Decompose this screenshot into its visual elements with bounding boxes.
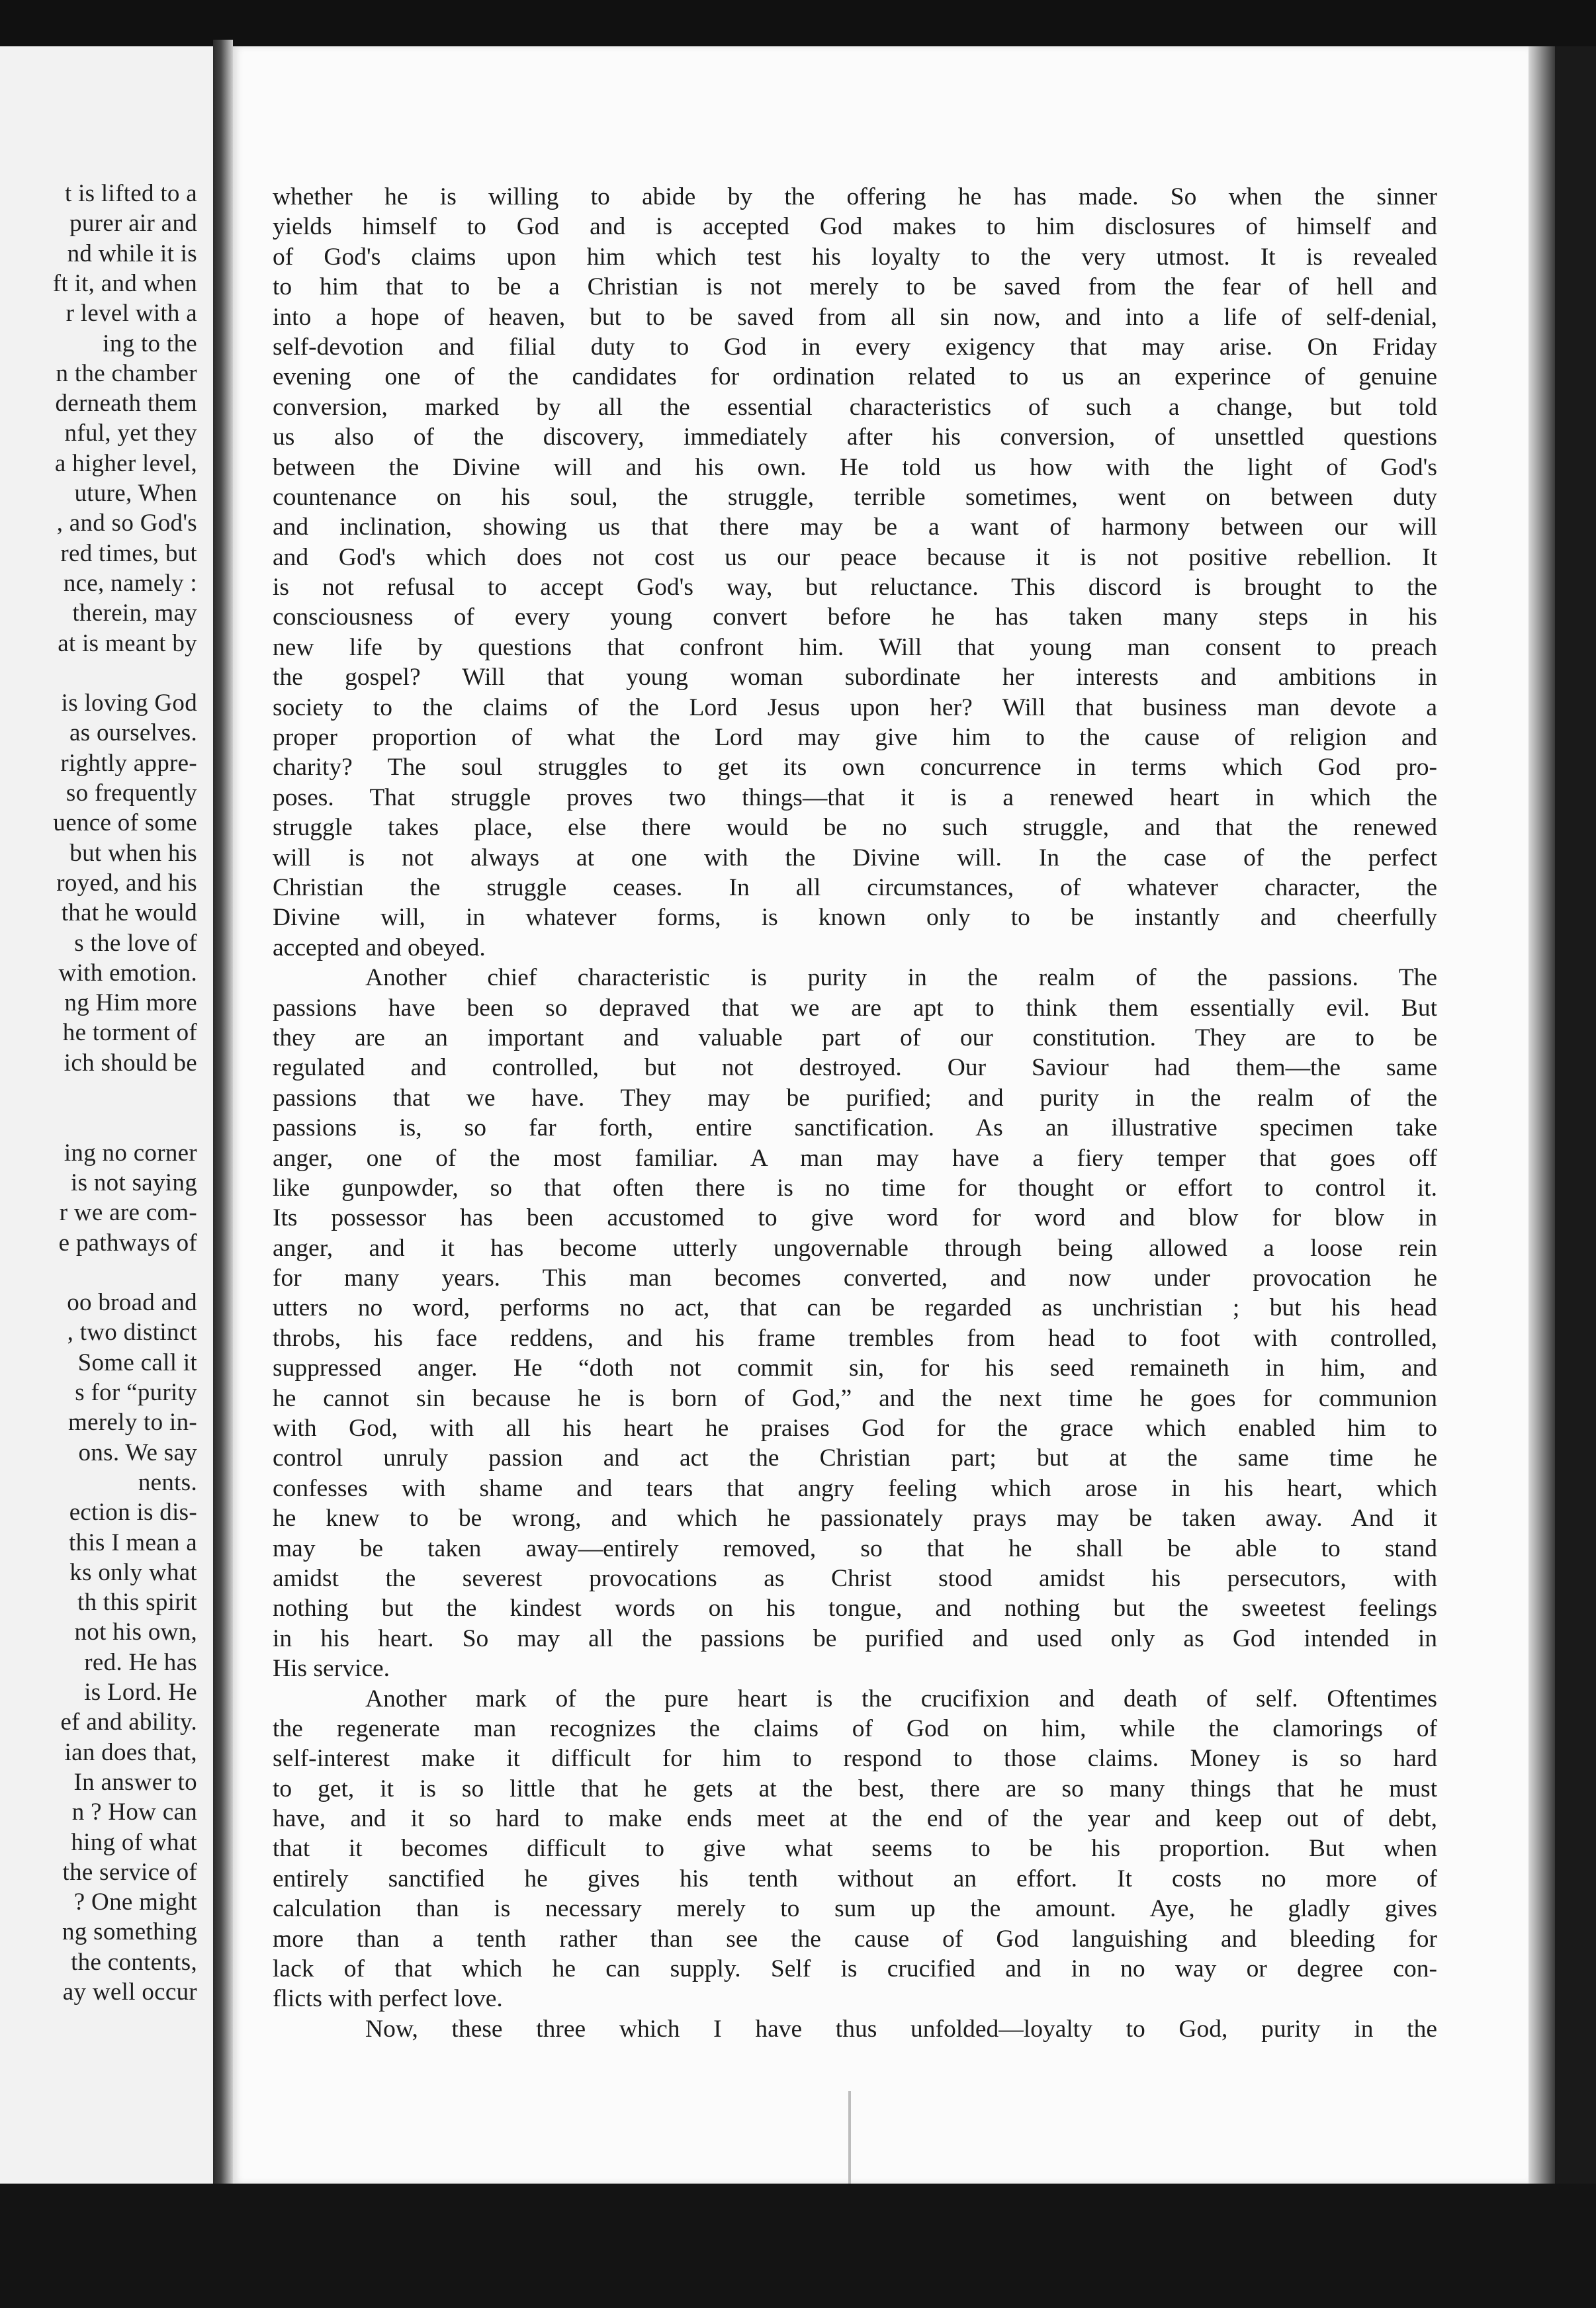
text-line: flicts with perfect love.: [273, 1985, 503, 2013]
left-page-line: ich should be: [64, 1049, 197, 1077]
text-line: with God, with all his heart he praises God for the grace which enabled him to: [273, 1415, 1437, 1442]
article-body: [273, 182, 1437, 2044]
text-line: His service.: [273, 1655, 390, 1683]
left-page-line: n ? How can: [71, 1798, 197, 1826]
text-line: may be taken away—entirely removed, so that he shall be able to stand: [273, 1534, 1437, 1562]
text-line: anger, one of the most familiar. A man may have a fiery temper that goes off: [273, 1144, 1437, 1172]
left-page-line: Some call it: [77, 1349, 197, 1376]
left-page-line: ng Him more: [64, 989, 197, 1017]
text-line: is not refusal to accept God's way, but reluctance. This discord is brought to the: [273, 574, 1437, 601]
left-page-line: purer air and: [69, 210, 197, 238]
text-line: us also of the discovery, immediately after his conversion, of unsettled questions: [273, 423, 1437, 451]
left-page-line: red. He has: [84, 1648, 197, 1676]
left-page-line: nd while it is: [67, 240, 197, 267]
left-page-line: therein, may: [72, 599, 197, 627]
left-page-line: r level with a: [66, 300, 197, 328]
text-line: that it becomes difficult to give what seems to be his proportion. But when: [273, 1835, 1437, 1863]
text-line: confesses with shame and tears that angry feeling which arose in his heart, which: [273, 1474, 1437, 1502]
text-line: Christian the struggle ceases. In all circumstances, of whatever character, the: [273, 873, 1437, 901]
text-line: conversion, marked by all the essential characteristics of such a change, but told: [273, 393, 1437, 421]
text-line: like gunpowder, so that often there is no time for thought or effort to control it.: [273, 1174, 1437, 1202]
text-line: throbs, his face reddens, and his frame trembles from head to foot with controlled,: [273, 1324, 1437, 1352]
text-line: between the Divine will and his own. He told us how with the light of God's: [273, 453, 1437, 481]
left-page-line: with emotion.: [58, 959, 197, 987]
left-page-line: ? One might: [73, 1888, 197, 1916]
text-line: Its possessor has been accustomed to give word for word and blow for blow in: [273, 1204, 1437, 1232]
text-line: calculation than is necessary merely to sum up the amount. Aye, he gladly gives: [273, 1895, 1437, 1923]
left-page-line: merely to in-: [67, 1409, 197, 1437]
left-page-line: rightly appre-: [60, 749, 197, 777]
page-edge: [1529, 46, 1555, 2184]
left-page-line: nful, yet they: [64, 420, 197, 447]
text-line: they are an important and valuable part of our constitution. They are to be: [273, 1024, 1437, 1051]
text-line: regulated and controlled, but not destroyed. Our Saviour had them—the same: [273, 1054, 1437, 1082]
left-page-line: a higher level,: [54, 449, 197, 477]
book-gutter: [213, 40, 233, 2197]
left-page-line: ef and ability.: [60, 1709, 197, 1736]
left-page-line: ft it, and when: [52, 269, 197, 297]
left-page-line: is loving God: [61, 689, 197, 717]
text-line: suppressed anger. He “doth not commit sin, for his seed remaineth in him, and: [273, 1354, 1437, 1382]
text-line: of God's claims upon him which test his loyalty to the very utmost. It is revealed: [273, 243, 1437, 271]
left-page-line: s for “purity: [75, 1379, 197, 1406]
left-page-line: uture, When: [74, 480, 197, 507]
left-page-line: he torment of: [62, 1019, 197, 1047]
text-line: passions that we have. They may be purified; and purity in the realm of the: [273, 1084, 1437, 1112]
text-line: society to the claims of the Lord Jesus upon her? Will that business man devote a: [273, 693, 1437, 721]
left-page-line: ay well occur: [62, 1978, 197, 2006]
text-line: whether he is willing to abide by the offering he has made. So when the sinner: [273, 183, 1437, 210]
text-line: consciousness of every young convert before he has taken many steps in his: [273, 603, 1437, 631]
left-page-line: so frequently: [66, 779, 197, 807]
text-line: anger, and it has become utterly ungovernable through being allowed a loose rein: [273, 1234, 1437, 1262]
text-line: poses. That struggle proves two things—that it is a renewed heart in which the: [273, 783, 1437, 811]
left-page-line: that he would: [61, 899, 197, 927]
text-line: entirely sanctified he gives his tenth without an effort. It costs no more of: [273, 1865, 1437, 1892]
left-page-line: at is meant by: [58, 629, 197, 657]
left-page-line: ection is dis-: [69, 1499, 197, 1527]
left-page-line: , and so God's: [56, 510, 197, 537]
left-page-line: th this spirit: [77, 1589, 197, 1617]
left-page-line: In answer to: [73, 1768, 197, 1796]
left-page-line: the contents,: [71, 1948, 197, 1976]
text-line: amidst the severest provocations as Christ stood amidst his persecutors, with: [273, 1564, 1437, 1592]
text-line: in his heart. So may all the passions be purified and used only as God intended in: [273, 1624, 1437, 1652]
left-page-line: uence of some: [53, 809, 197, 837]
left-page-line: ks only what: [69, 1558, 197, 1586]
left-page-line: is not saying: [71, 1169, 197, 1196]
left-page-line: royed, and his: [56, 869, 197, 897]
text-line: self-interest make it difficult for him to respond to those claims. Money is so hard: [273, 1745, 1437, 1773]
left-page-line: t is lifted to a: [64, 180, 197, 207]
text-line: proper proportion of what the Lord may give him to the cause of religion and: [273, 724, 1437, 752]
text-line: he cannot sin because he is born of God,” and the next time he goes for communion: [273, 1384, 1437, 1412]
left-page-line: ian does that,: [64, 1738, 197, 1766]
text-line: and God's which does not cost us our peace because it is not positive rebellion. It: [273, 543, 1437, 571]
left-page-line: this I mean a: [69, 1529, 197, 1556]
text-line: self-devotion and filial duty to God in every exigency that may arise. On Friday: [273, 333, 1437, 361]
text-line: passions have been so depraved that we are apt to think them essentially evil. But: [273, 994, 1437, 1022]
left-page-line: n the chamber: [56, 359, 197, 387]
text-line: control unruly passion and act the Christian part; but at the same time he: [273, 1444, 1437, 1472]
text-line: passions is, so far forth, entire sanctification. As an illustrative specimen take: [273, 1114, 1437, 1142]
text-line: evening one of the candidates for ordination related to us an experince of genuine: [273, 363, 1437, 391]
left-page-line: is Lord. He: [84, 1679, 197, 1706]
main-page: [233, 46, 1529, 2184]
text-line: Another mark of the pure heart is the crucifixion and death of self. Oftentimes: [365, 1685, 1437, 1712]
left-page-line: nents.: [138, 1468, 197, 1496]
left-page-line: but when his: [69, 839, 197, 867]
left-page-line: , two distinct: [67, 1319, 197, 1347]
text-line: Another chief characteristic is purity in the realm of the passions. The: [365, 964, 1437, 992]
text-line: Divine will, in whatever forms, is known only to be instantly and cheerfully: [273, 904, 1437, 932]
text-line: new life by questions that confront him. Will that young man consent to preach: [273, 633, 1437, 661]
text-line: more than a tenth rather than see the cause of God languishing and bleeding for: [273, 1925, 1437, 1953]
left-facing-page: [0, 46, 213, 2184]
scan-top-border: [0, 0, 1596, 46]
text-line: the regenerate man recognizes the claims of God on him, while the clamorings of: [273, 1714, 1437, 1742]
text-line: will is not always at one with the Divine will. In the case of the perfect: [273, 844, 1437, 871]
text-line: into a hope of heaven, but to be saved from all sin now, and into a life of self-denial,: [273, 303, 1437, 331]
text-line: yields himself to God and is accepted God makes to him disclosures of himself and: [273, 213, 1437, 241]
left-page-line: derneath them: [55, 390, 197, 418]
text-line: struggle takes place, else there would be no such struggle, and that the renewed: [273, 814, 1437, 842]
left-page-line: hing of what: [71, 1828, 197, 1856]
left-page-line: as ourselves.: [69, 719, 197, 747]
text-line: he knew to be wrong, and which he passionately prays may be taken away. And it: [273, 1505, 1437, 1532]
text-line: accepted and obeyed.: [273, 934, 486, 961]
text-line: to him that to be a Christian is not merely to be saved from the fear of hell and: [273, 273, 1437, 301]
text-line: charity? The soul struggles to get its own concurrence in terms which God pro-: [273, 754, 1437, 781]
left-page-line: r we are com-: [59, 1199, 197, 1227]
text-line: and inclination, showing us that there may be a want of harmony between our will: [273, 513, 1437, 541]
text-line: nothing but the kindest words on his tongue, and nothing but the sweetest feelings: [273, 1595, 1437, 1622]
text-line: lack of that which he can supply. Self is crucified and in no way or degree con-: [273, 1955, 1437, 1983]
left-page-line: the service of: [62, 1858, 197, 1886]
left-page-line: red times, but: [60, 539, 197, 567]
text-line: utters no word, performs no act, that can be regarded as unchristian ; but his head: [273, 1294, 1437, 1322]
left-page-line: ing no corner: [64, 1139, 197, 1167]
text-line: have, and it so hard to make ends meet at the end of the year and keep out of debt,: [273, 1805, 1437, 1833]
scan-bottom-border: [0, 2184, 1596, 2308]
text-line: to get, it is so little that he gets at the best, there are so many things that he must: [273, 1775, 1437, 1802]
left-page-line: not his own,: [74, 1619, 197, 1646]
left-page-line: oo broad and: [67, 1289, 197, 1317]
text-line: the gospel? Will that young woman subordinate her interests and ambitions in: [273, 664, 1437, 691]
left-page-line: e pathways of: [58, 1229, 197, 1257]
text-line: Now, these three which I have thus unfolded—loyalty to God, purity in the: [365, 2015, 1437, 2043]
text-line: countenance on his soul, the struggle, terrible sometimes, went on between duty: [273, 483, 1437, 511]
text-line: for many years. This man becomes converted, and now under provocation he: [273, 1265, 1437, 1292]
page-tear: [848, 2091, 851, 2184]
left-page-line: nce, namely :: [63, 569, 197, 597]
left-page-line: s the love of: [74, 929, 197, 957]
left-page-line: ing to the: [103, 330, 197, 357]
left-page-line: ons. We say: [78, 1439, 197, 1466]
left-page-line: ng something: [62, 1918, 197, 1946]
